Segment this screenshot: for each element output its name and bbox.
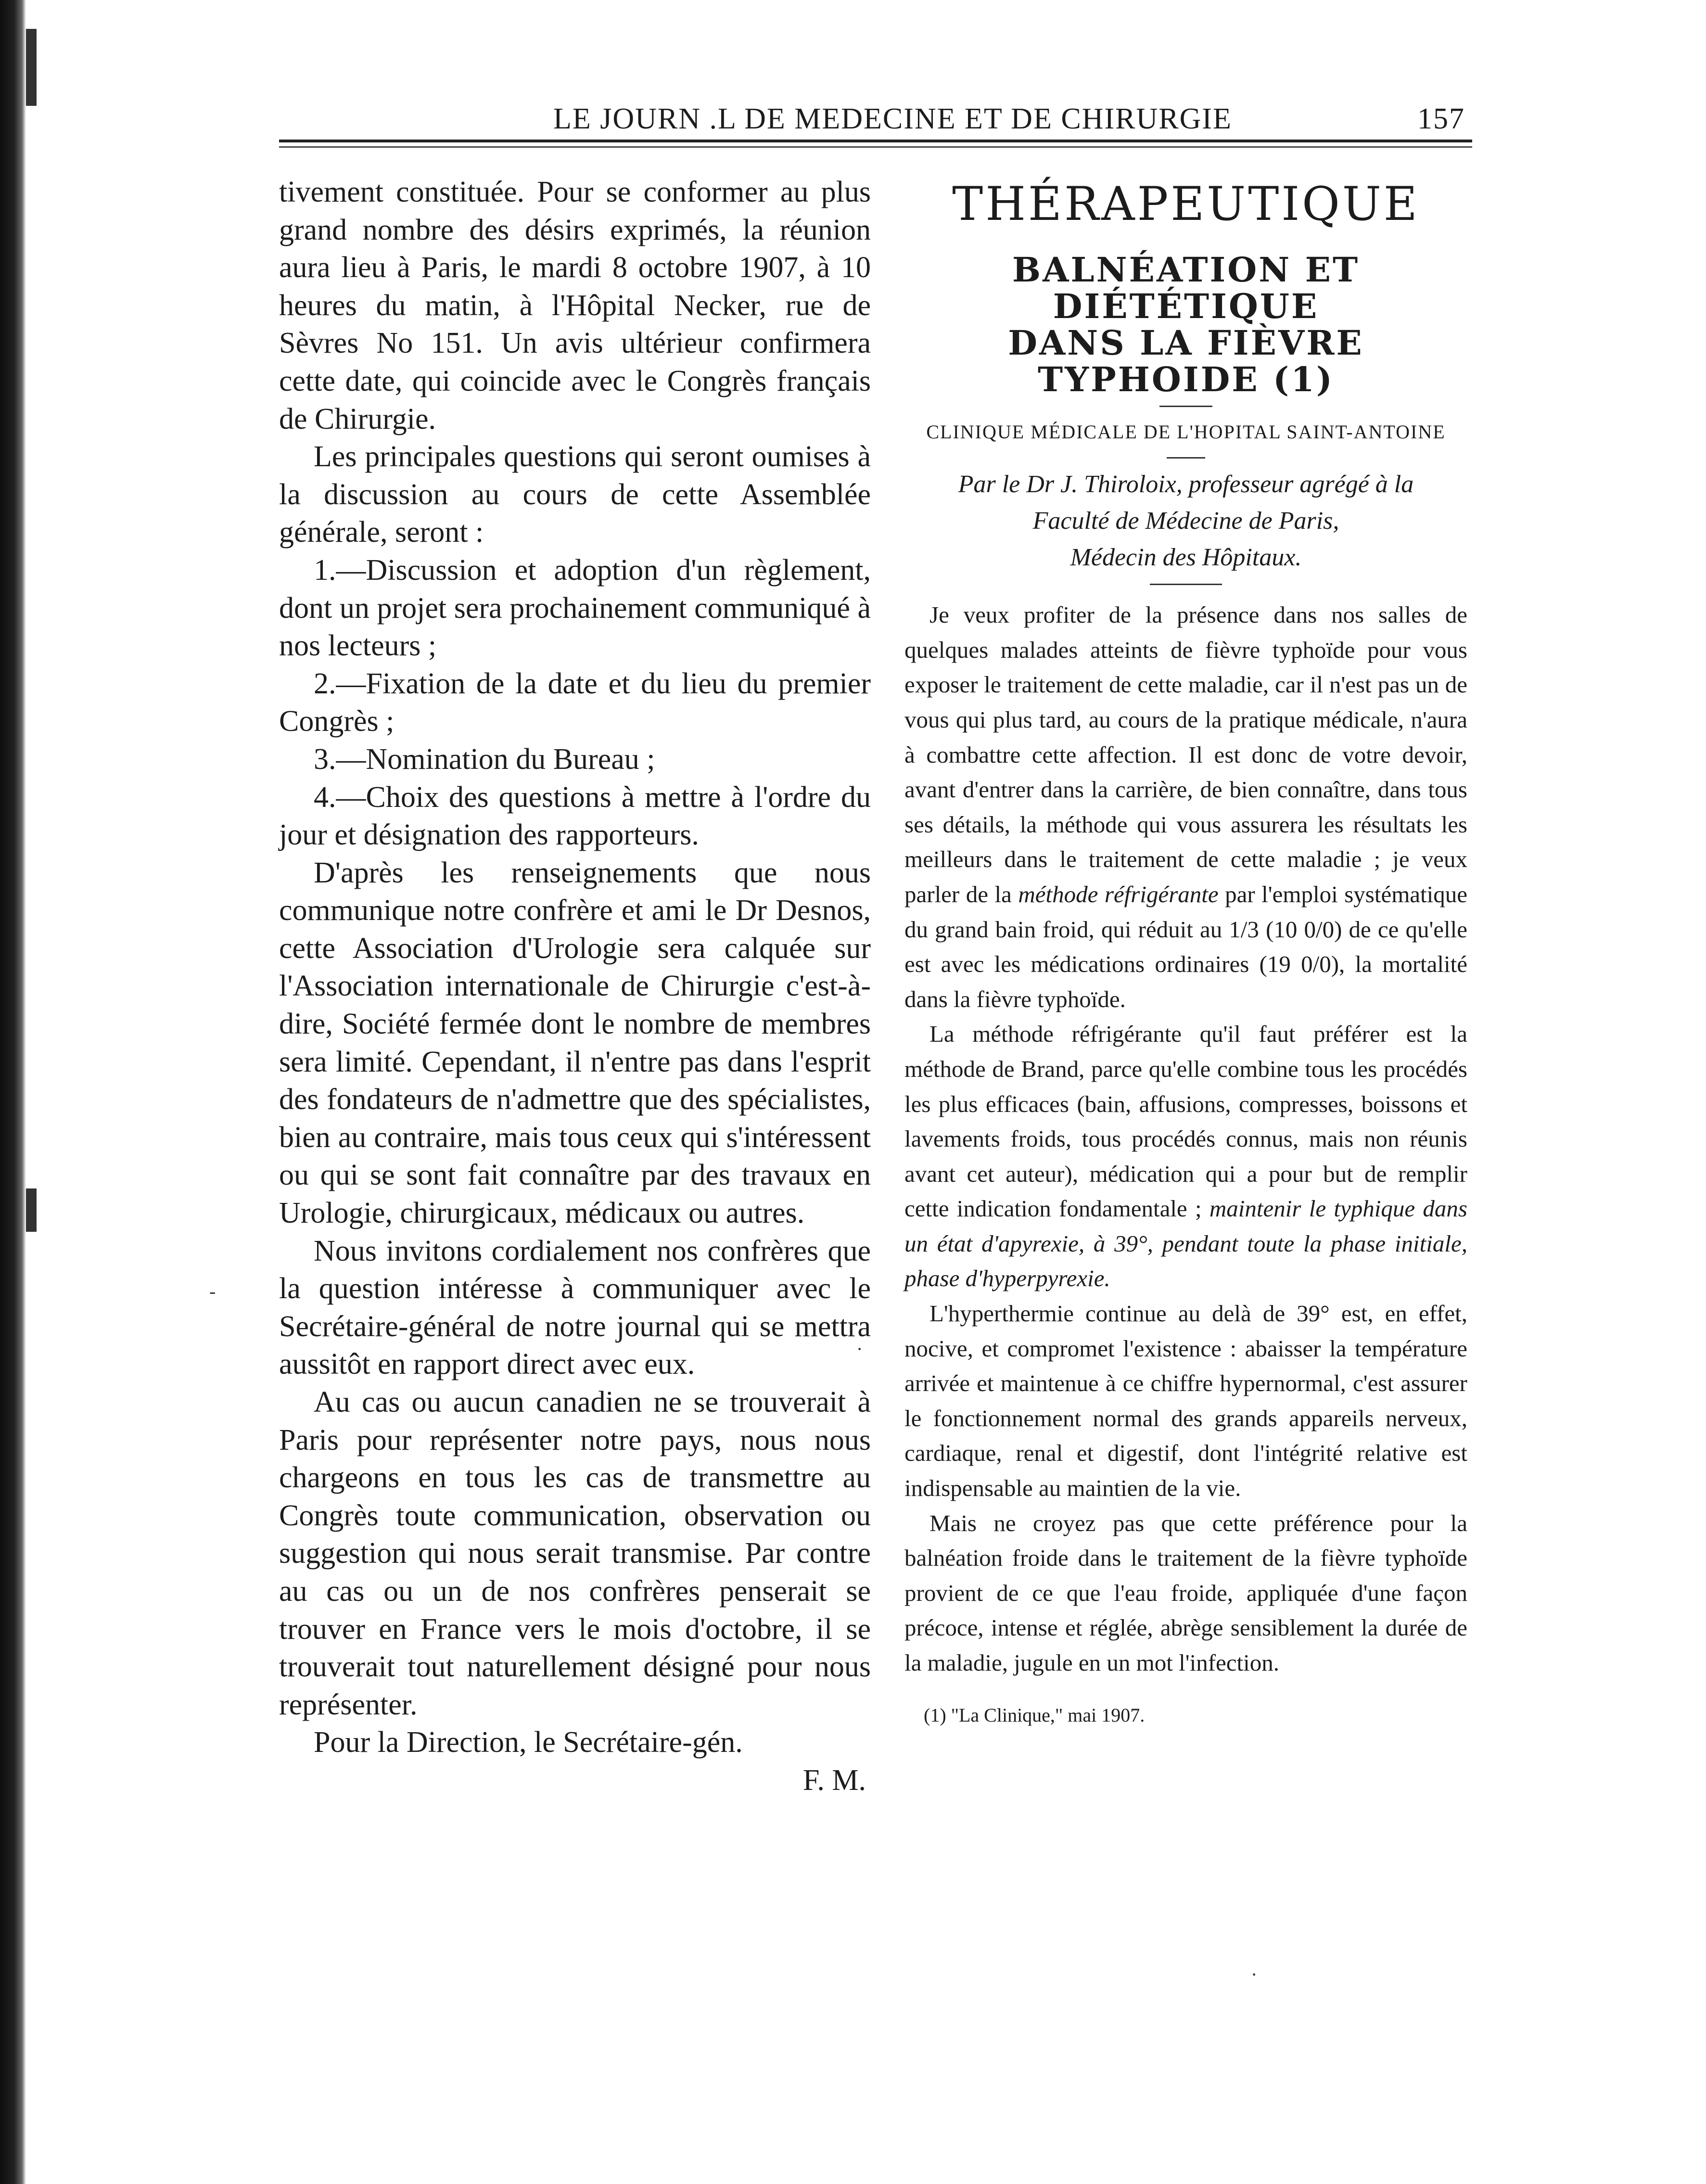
binding-mark bbox=[26, 29, 37, 106]
header-rule bbox=[279, 140, 1472, 142]
list-item: 1.—Discussion et adoption d'un règlement, dont un projet sera prochainement communiqué à nos lecteurs ; bbox=[279, 553, 871, 663]
paragraph bbox=[904, 1017, 1467, 1296]
article-title-line: DANS LA FIÈVRE bbox=[1008, 322, 1364, 363]
paragraph: Les principales questions qui seront oumises à la discussion au cours de cette Assemblée générale, seront : bbox=[279, 440, 871, 549]
print-speck: - bbox=[209, 1280, 216, 1302]
title-rule bbox=[1159, 406, 1212, 407]
article-title-line: TYPHOIDE (1) bbox=[1038, 359, 1334, 399]
list-item: 2.—Fixation de la date et du lieu du premier Congrès ; bbox=[279, 667, 871, 738]
byline-line: Médecin des Hôpitaux. bbox=[1070, 544, 1302, 572]
left-column bbox=[279, 173, 871, 1800]
list-item: 3.—Nomination du Bureau ; bbox=[314, 742, 655, 776]
paragraph: L'hyperthermie continue au delà de 39° est, en effet, nocive, et compromet l'existence : abaisser la température arrivée et maintenue à ce chiffre hypernormal, c'est assurer le fonctionnement normal des grands appareils nerveux, cardiaque, renal et digestif, dont l'intégrité relative est indispensable au maintien de la vie. bbox=[904, 1300, 1467, 1502]
paragraph: Nous invitons cordialement nos confrères que la question intéresse à communiquer avec le Secrétaire-général de notre journal qui se mettra aussitôt en rapport direct avec eux. bbox=[279, 1234, 871, 1381]
byline-rule bbox=[1150, 584, 1222, 585]
byline-line: Par le Dr J. Thiroloix, professeur agrégé à la bbox=[958, 471, 1414, 498]
binding-mark bbox=[26, 1188, 37, 1232]
paragraph: tivement constituée. Pour se conformer au plus grand nombre des désirs exprimés, la réunion aura lieu à Paris, le mardi 8 octobre 1907, à 10 heures du matin, à l'Hôpital Necker, rue de Sèvres No 151. Un avis ultérieur confirmera cette date, qui coincide avec le Congrès français de Chirurgie. bbox=[279, 176, 871, 435]
page-header bbox=[553, 102, 1465, 136]
paragraph: Au cas ou aucun canadien ne se trouverait à Paris pour représenter notre pays, nous nous chargeons en tous les cas de transmettre au Congrès toute communication, observation ou suggestion qui nous serait transmise. Par contre au cas ou un de nos confrères penserait se trouver en France vers le mois d'octobre, il se trouverait tout naturellement désigné pour nous représenter. bbox=[279, 1386, 871, 1721]
running-title: LE JOURN .L DE MEDECINE ET DE CHIRURGIE bbox=[553, 102, 1232, 135]
article-title-line: BALNÉATION ET DIÉTÉTIQUE bbox=[1012, 249, 1360, 326]
paragraph: Mais ne croyez pas que cette préférence pour la balnéation froide dans le traitement de la fièvre typhoïde provient de ce que l'eau froide, appliquée d'une façon précoce, intense et réglée, abrège sensiblement la durée de la maladie, jugule en un mot l'infection. bbox=[904, 1509, 1467, 1676]
emphasis: maintenir le typhique dans un état d'apyrexie, à 39°, pendant toute la phase initiale, phase d'hyperpyrexie. bbox=[904, 1195, 1468, 1292]
print-speck: · bbox=[856, 1338, 863, 1360]
clinic-subtitle: CLINIQUE MÉDICALE DE L'HOPITAL SAINT-ANTOINE bbox=[926, 421, 1446, 443]
right-column bbox=[904, 173, 1467, 1733]
byline-line: Faculté de Médecine de Paris, bbox=[1032, 507, 1339, 535]
footnote: (1) "La Clinique," mai 1907. bbox=[924, 1704, 1145, 1726]
section-title: THÉRAPEUTIQUE bbox=[952, 177, 1420, 231]
book-binding-edge bbox=[0, 0, 26, 2184]
print-speck: · bbox=[1251, 1964, 1258, 1985]
paragraph-text: par l'emploi systématique du grand bain froid, qui réduit au 1/3 (10 0/0) de ce qu'elle est avec les médications ordinaires (19 0/0), la mortalité dans la fièvre typhoïde. bbox=[904, 881, 1468, 1012]
header-rule-thin bbox=[279, 146, 1472, 148]
paragraph: D'après les renseignements que nous communique notre confrère et ami le Dr Desnos, cette Association d'Urologie sera calquée sur l'Association internationale de Chirurgie c'est-à-dire, Société fermée dont le nombre de membres sera limité. Cependant, il n'entre pas dans l'esprit des fondateurs de n'admettre que des spécialistes, bien au contraire, mais tous ceux qui s'intéressent ou qui se sont fait connaître par des travaux en Urologie, chirurgicaux, médicaux ou autres. bbox=[279, 856, 871, 1230]
paragraph-text: La méthode réfrigérante qu'il faut préférer est la méthode de Brand, parce qu'elle combine tous les procédés les plus efficaces (bain, affusions, compresses, boissons et lavements froids, tous procédés connus, mais non réunis avant cet auteur), médication qui a pour but de remplir cette indication fondamentale ; bbox=[904, 1021, 1467, 1222]
paragraph-text: Je veux profiter de la présence dans nos salles de quelques malades atteints de fièvre typhoïde pour vous exposer le traitement de cette maladie, car il n'est pas un de vous qui plus tard, au cours de la pratique médicale, n'aura à combattre cette affection. Il est donc de votre devoir, avant d'entrer dans la carrière, de bien connaître, dans tous ses détails, la méthode qui vous assurera les résultats les meilleurs dans le traitement de cette maladie ; je veux parler de la bbox=[904, 601, 1467, 907]
paragraph bbox=[904, 598, 1467, 1017]
signature-line: Pour la Direction, le Secrétaire-gén. bbox=[314, 1726, 743, 1759]
emphasis: méthode réfrigérante bbox=[1018, 881, 1219, 907]
signature-initials: F. M. bbox=[802, 1763, 866, 1797]
list-item: 4.—Choix des questions à mettre à l'ordre du jour et désignation des rapporteurs. bbox=[279, 780, 871, 852]
clinic-rule bbox=[1167, 457, 1205, 459]
page-number: 157 bbox=[1417, 102, 1465, 135]
